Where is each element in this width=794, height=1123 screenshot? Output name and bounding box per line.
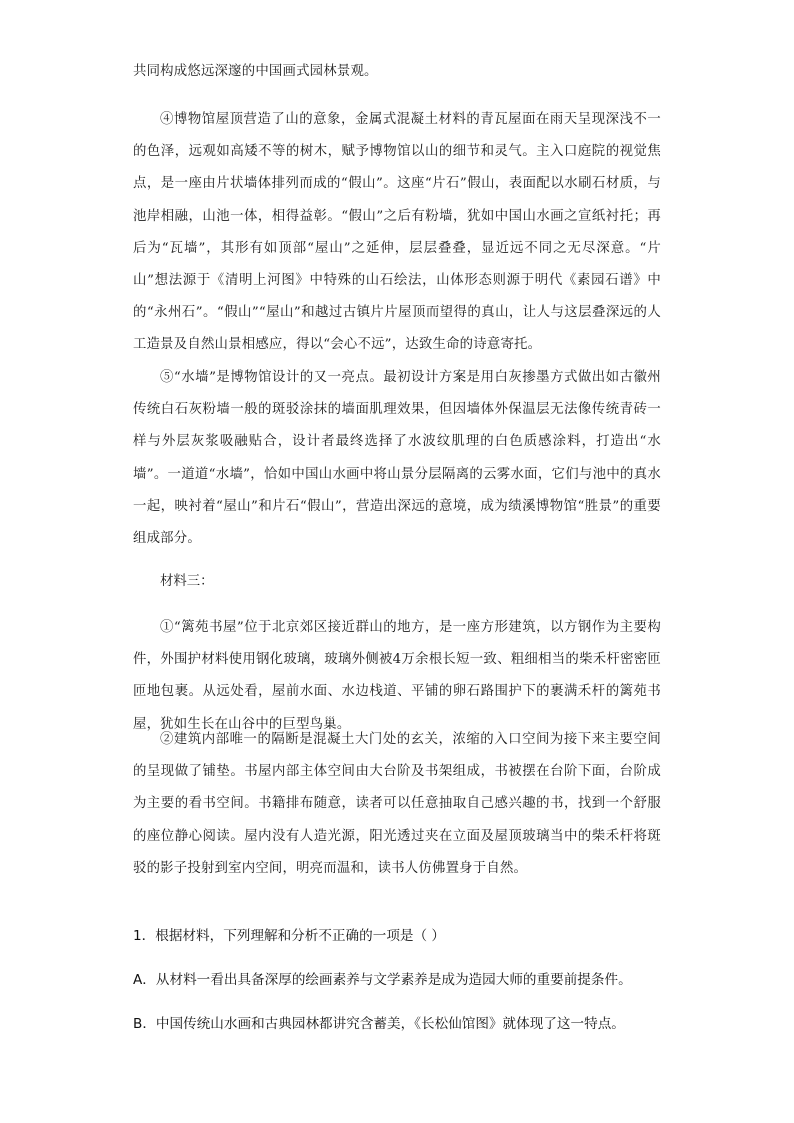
material3-heading: 材料三：	[160, 574, 214, 589]
material2-paragraph-4: ④博物馆屋顶营造了山的意象，金属式混凝土材料的青瓦屋面在雨天呈现深浅不一的色泽，远观如高矮不等的树木，赋予博物馆以山的细节和灵气。主入口庭院的视觉焦点，是一座由片状墙体排列而成的“假山”。这座“片石”假山，表面配以水刷石材质，与池岸相融，山池一体，相得益彰。“假山”之后有粉墙，犹如中国山水画之宣纸衬托；再后为“瓦墙”，其形有如顶部“屋山”之延伸，层层叠叠，显近远不同之无尽深意。“片山”想法源于《清明上河图》中特殊的山石绘法，山体形态则源于明代《素园石谱》中的“永州石”。“假山”“屋山”和越过古镇片片屋顶而望得的真山，让人与这层叠深远的人工造景及自然山景相感应，得以“会心不远”，达致生命的诗意寄托。	[133, 112, 661, 353]
material2-paragraph-tail: 共同构成悠远深邃的中国画式园林景观。	[133, 64, 378, 79]
material2-paragraph-5: ⑤“水墙”是博物馆设计的又一亮点。最初设计方案是用白灰掺墨方式做出如古徽州传统白石灰粉墙一般的斑驳涂抹的墙面肌理效果，但因墙体外保温层无法像传统青砖一样与外层灰浆吸融贴合，设计者最终选择了水波纹肌理的白色质感涂料，打造出“水墙”。一道道“水墙”，恰如中国山水画中将山景分层隔离的云雾水面，它们与池中的真水一起，映衬着“屋山”和片石“假山”，营造出深远的意境，成为绩溪博物馆“胜景”的重要组成部分。	[133, 370, 661, 547]
question-stem: 1．根据材料，下列理解和分析不正确的一项是（ ）	[133, 928, 446, 944]
material3-paragraph-1: ①“篱苑书屋”位于北京郊区接近群山的地方，是一座方形建筑，以方钢作为主要构件，外围护材料使用钢化玻璃，玻璃外侧被4万余根长短一致、粗细相当的柴禾杆密密匝匝地包裹。从远处看，屋前水面、水边栈道、平铺的卵石路围护下的裹满禾杆的篱苑书屋，犹如生长在山谷中的巨型鸟巢。	[133, 620, 661, 732]
material3-paragraph-2: ②建筑内部唯一的隔断是混凝土大门处的玄关，浓缩的入口空间为接下来主要空间的呈现做了铺垫。书屋内部主体空间由大台阶及书架组成，书被摆在台阶下面，台阶成为主要的看书空间。书籍排布随意，读者可以任意抽取自己感兴趣的书，找到一个舒服的座位静心阅读。屋内没有人造光源，阳光透过夹在立面及屋顶玻璃当中的柴禾杆将斑驳的影子投射到室内空间，明亮而温和，读书人仿佛置身于自然。	[133, 732, 661, 876]
option-b: B．中国传统山水画和古典园林都讲究含蓄美，《长松仙馆图》就体现了这一特点。	[133, 1016, 625, 1032]
option-a: A．从材料一看出具备深厚的绘画素养与文学素养是成为造园大师的重要前提条件。	[133, 972, 632, 988]
